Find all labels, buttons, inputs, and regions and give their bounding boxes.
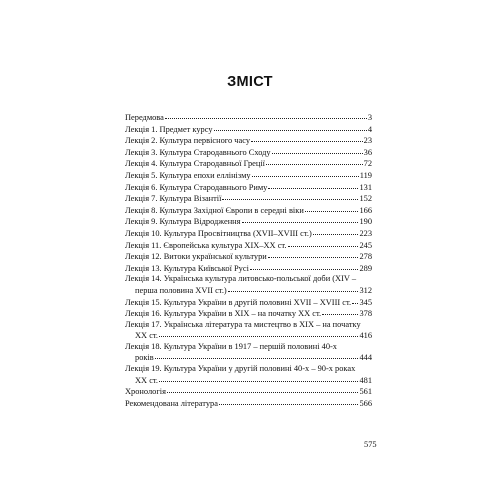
toc-entry	[125, 386, 372, 398]
toc-entry-text: XX ст.	[135, 331, 159, 341]
toc-leader-dots	[155, 352, 359, 360]
table-of-contents	[125, 112, 372, 409]
toc-entry-text: Лекція 11. Європейська культура XIX–XX ст.	[125, 240, 287, 250]
toc-entry-title-line	[125, 274, 372, 285]
toc-entry	[125, 205, 372, 217]
toc-entry-title-line	[125, 193, 372, 205]
toc-entry	[125, 182, 372, 194]
toc-entry-title-line	[125, 112, 372, 124]
toc-entry-page: 4	[367, 124, 372, 134]
toc-entry-text: Лекція 16. Культура України в XIX – на початку XX ст.	[125, 309, 322, 319]
toc-leader-dots	[288, 240, 359, 248]
toc-entry-text: Лекція 14. Українська культура литовсько-польської доби (XIV –	[125, 274, 357, 284]
toc-entry-text: Лекція 4. Культура Стародавньої Греції	[125, 159, 266, 169]
toc-entry-title-line	[125, 182, 372, 194]
toc-entry-page: 190	[359, 217, 372, 227]
toc-entry-text: Передмова	[125, 113, 164, 122]
toc-entry-page: 152	[359, 194, 372, 204]
toc-entry-page: 223	[359, 228, 372, 238]
toc-leader-dots	[242, 216, 359, 224]
toc-entry-text: Лекція 13. Культура Київської Русі	[125, 263, 249, 273]
toc-entry-page: 278	[359, 252, 372, 262]
toc-entry-text: XX ст.	[135, 375, 159, 385]
toc-entry	[125, 320, 372, 342]
toc-entry-page: 378	[359, 309, 372, 319]
toc-leader-dots	[214, 124, 367, 132]
toc-entry-text: Лекція 19. Культура України у другій половині 40-х – 90-х роках	[125, 364, 356, 374]
toc-leader-dots	[352, 297, 358, 305]
toc-entry-title-line	[125, 205, 372, 217]
toc-leader-dots	[222, 193, 358, 201]
toc-entry	[125, 216, 372, 228]
toc-entry	[125, 263, 372, 275]
toc-entry	[125, 308, 372, 320]
toc-leader-dots	[250, 263, 359, 271]
toc-leader-dots	[268, 182, 358, 190]
toc-entry-page: 3	[367, 113, 372, 122]
toc-entry-text: Лекція 18. Культура України в 1917 – першій половині 40-х	[125, 341, 337, 351]
toc-leader-dots	[305, 205, 359, 213]
toc-entry-title-line	[125, 251, 372, 263]
toc-entry	[125, 240, 372, 252]
toc-entry	[125, 398, 372, 410]
toc-entry-title-line	[125, 297, 372, 309]
toc-entry-text: Лекція 6. Культура Стародавнього Риму	[125, 182, 268, 192]
toc-entry-page: 245	[359, 240, 372, 250]
toc-leader-dots	[219, 398, 358, 406]
toc-entry-text: Лекція 17. Українська література та мистецтво в XIX – на початку	[125, 319, 361, 329]
toc-entry-title-line	[125, 216, 372, 228]
toc-entry-page: 36	[363, 147, 372, 157]
toc-entry-title-line	[125, 228, 372, 240]
toc-entry-text: Лекція 10. Культура Просвітництва (XVII–XVIII ст.)	[125, 228, 312, 238]
toc-entry	[125, 274, 372, 296]
toc-leader-dots	[228, 285, 359, 293]
toc-entry-title-line	[125, 308, 372, 320]
toc-entry-continuation-line	[125, 352, 372, 364]
toc-entry-page: 416	[359, 331, 372, 341]
toc-entry	[125, 342, 372, 364]
toc-leader-dots	[266, 158, 363, 166]
toc-leader-dots	[251, 135, 363, 143]
toc-entry-text: Лекція 5. Культура епохи еллінізму	[125, 170, 251, 180]
toc-entry-title-line	[125, 263, 372, 275]
toc-entry-title-line	[125, 342, 372, 353]
toc-entry	[125, 158, 372, 170]
toc-entry	[125, 135, 372, 147]
toc-entry-page: 345	[359, 297, 372, 307]
toc-entry-title-line	[125, 124, 372, 136]
toc-leader-dots	[313, 228, 359, 236]
toc-entry-text: Лекція 8. Культура Західної Європи в середні віки	[125, 205, 304, 215]
toc-entry	[125, 124, 372, 136]
toc-entry-page: 481	[359, 375, 372, 385]
toc-entry-title-line	[125, 364, 372, 375]
toc-entry-title-line	[125, 158, 372, 170]
toc-entry-page: 119	[359, 170, 372, 180]
toc-entry-text: Лекція 2. Культура первісного часу	[125, 136, 251, 146]
toc-entry-title-line	[125, 147, 372, 159]
toc-entry	[125, 228, 372, 240]
toc-leader-dots	[272, 147, 363, 155]
toc-entry-page: 23	[363, 136, 372, 146]
toc-entry-title-line	[125, 386, 372, 398]
toc-entry-page: 566	[359, 398, 372, 408]
toc-entry-text: Лекція 15. Культура України в другій половині XVII – XVIII ст.	[125, 297, 352, 307]
toc-entry	[125, 364, 372, 386]
toc-entry-page: 72	[363, 159, 372, 169]
toc-entry-page: 166	[359, 205, 372, 215]
page-number: 575	[364, 440, 377, 449]
toc-leader-dots	[167, 386, 358, 394]
toc-entry	[125, 251, 372, 263]
toc-entry-text: перша половина XVII ст.)	[135, 285, 227, 295]
toc-entry-title-line	[125, 240, 372, 252]
toc-entry	[125, 193, 372, 205]
toc-entry	[125, 147, 372, 159]
toc-entry-text: Рекомендована література	[125, 398, 218, 408]
toc-entry	[125, 112, 372, 124]
toc-entry-page: 289	[359, 263, 372, 273]
toc-entry-page: 444	[359, 353, 372, 363]
toc-entry-continuation-line	[125, 285, 372, 297]
toc-entry-title-line	[125, 398, 372, 410]
toc-leader-dots	[159, 375, 358, 383]
toc-entry-page: 561	[359, 387, 372, 397]
toc-entry-continuation-line	[125, 330, 372, 342]
toc-entry-continuation-line	[125, 375, 372, 387]
toc-entry-text: Хронологія	[125, 387, 166, 397]
toc-leader-dots	[159, 330, 358, 338]
toc-entry	[125, 297, 372, 309]
toc-leader-dots	[322, 308, 358, 316]
toc-leader-dots	[268, 251, 359, 259]
page-title: ЗМІСТ	[227, 74, 273, 90]
toc-entry-text: Лекція 7. Культура Візантії	[125, 194, 222, 204]
toc-entry-title-line	[125, 320, 372, 331]
toc-entry-text: Лекція 3. Культура Стародавнього Сходу	[125, 147, 271, 157]
toc-entry-text: Лекція 1. Предмет курсу	[125, 124, 213, 134]
toc-entry-title-line	[125, 170, 372, 182]
toc-entry-page: 312	[359, 285, 372, 295]
toc-entry-page: 131	[359, 182, 372, 192]
toc-entry	[125, 170, 372, 182]
toc-leader-dots	[252, 170, 359, 178]
toc-leader-dots	[165, 112, 367, 120]
toc-entry-text: Лекція 12. Витоки української культури	[125, 252, 267, 262]
toc-entry-text: років	[135, 353, 154, 363]
toc-entry-text: Лекція 9. Культура Відродження	[125, 217, 241, 227]
toc-entry-title-line	[125, 135, 372, 147]
